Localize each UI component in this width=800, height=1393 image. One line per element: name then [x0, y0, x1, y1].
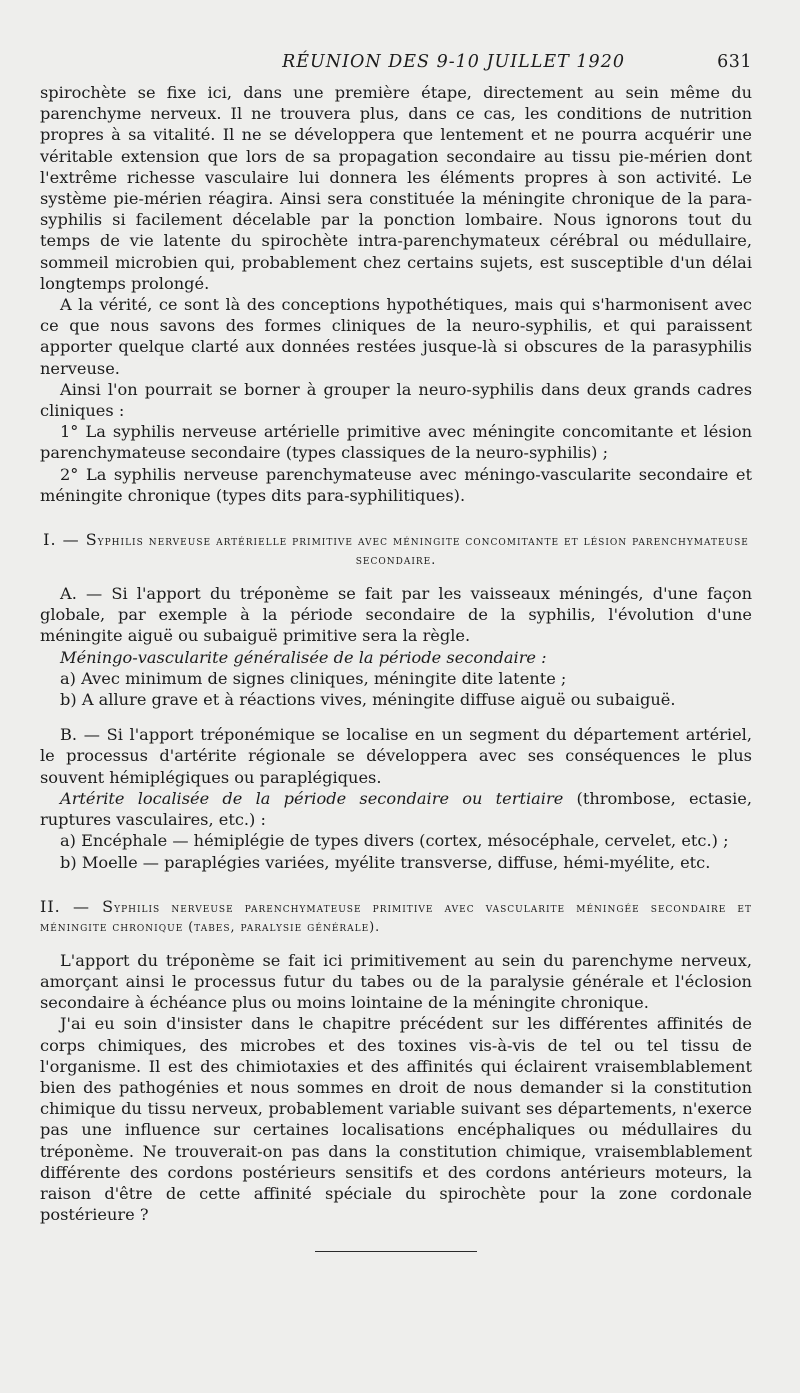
list-item-parenchymatous: 2° La syphilis nerveuse parenchymateuse avec méningo-vascularite secondaire et méningite chronique (types dits para-syphilitiques). — [40, 464, 752, 505]
running-header — [40, 52, 752, 82]
page — [40, 52, 752, 1252]
section-heading-1 — [40, 530, 752, 569]
subtitle-b-details: (thrombose, ectasie, ruptures vasculaires, etc.) : — [40, 788, 752, 830]
end-rule — [315, 1251, 477, 1252]
paragraph-section2-1: L'apport du tréponème se fait ici primitivement au sein du parenchyme nerveux, amorçant ainsi le processus futur du tabes ou de la paralysie générale et l'éclosion secondaire à échéance plus ou moins lointaine de la méningite chronique. — [40, 950, 752, 1013]
list-item-arterial: 1° La syphilis nerveuse artérielle primitive avec méningite concomitante et lésion parenchymateuse secondaire (types classiques de la neuro-syphilis) ; — [40, 422, 752, 463]
paragraph-a: A. — Si l'apport du tréponème se fait par les vaisseaux méningés, d'une façon globale, par exemple à la période secondaire de la syphilis, l'évolution d'une méningite aiguë ou subaiguë primitive sera la règle. — [40, 584, 752, 646]
page-number: 631 — [717, 52, 752, 72]
subtitle-a: Méningo-vascularite généralisée de la période secondaire : — [60, 647, 547, 667]
list-item-b-a: a) Encéphale — hémiplégie de types divers (cortex, mésocéphale, cervelet, etc.) ; — [60, 831, 729, 851]
list-item-b-b: b) Moelle — paraplégies variées, myélite transverse, diffuse, hémi-myélite, etc. — [60, 852, 711, 872]
section-heading-2 — [40, 897, 752, 936]
list-item-a-a: a) Avec minimum de signes cliniques, méningite dite latente ; — [60, 668, 567, 688]
paragraph-continuation: spirochète se fixe ici, dans une première étape, directement au sein même du parenchyme nerveux. Il ne trouvera plus, dans ce cas, les conditions de nutrition propres à sa vitalité. Il ne se développera que lentement et ne pourra acquérir une véritable extension que lors de sa propagation secondaire au tissu pie-mérien dont l'extrême richesse vasculaire lui donnera les éléments propres à son activité. Le système pie-mérien réagira. Ainsi sera constituée la méningite chronique de la para-syphilis si facilement décelable par la ponction lombaire. Nous ignorons tout du temps de vie latente du spirochète intra-parenchymateux cérébral ou médullaire, sommeil microbien qui, probablement chez certains sujets, est susceptible d'un délai longtemps prolongé. — [40, 83, 752, 293]
section-heading-2-lead: II. — S — [40, 896, 115, 916]
subtitle-b-main: Artérite localisée de la période secondaire ou tertiaire — [60, 788, 564, 808]
paragraph-b: B. — Si l'apport tréponémique se localise en un segment du département artériel, le processus d'artérite régionale se développera avec ses conséquences le plus souvent hémiplégiques ou paraplégiques. — [40, 725, 752, 787]
paragraph-hypothesis: A la vérité, ce sont là des conceptions hypothétiques, mais qui s'harmonisent avec ce que nous savons des formes cliniques de la neuro-syphilis, et qui paraissent apporter quelque clarté aux données restées jusque-là si obscures de la parasyphilis nerveuse. — [40, 295, 752, 378]
section-heading-1-lead: I. — S — [43, 530, 98, 550]
section-heading-2-text: yphilis nerveuse parenchymateuse primitive avec vascularite méningée secondaire et méningite chronique (tabes, paralysie générale). — [40, 899, 752, 934]
paragraph-section2-2: J'ai eu soin d'insister dans le chapitre précédent sur les différentes affinités de corps chimiques, des microbes et des toxines vis-à-vis de tel ou tel tissu de l'organisme. Il est des chimiotaxies et des affinités qui éclairent vraisemblablement bien des pathogénies et nous sommes en droit de nous demander si la constitution chimique du tissu nerveux, probablement variable suivant ses départements, n'exerce pas une influence sur certaines localisations encéphaliques ou médullaires du tréponème. Ne trouverait-on pas dans la constitution chimique, vraisemblablement différente des cordons postérieurs sensitifs et des cordons antérieurs moteurs, la raison d'être de cette affinité spéciale du spirochète pour la zone cordonale postérieure ? — [40, 1014, 752, 1225]
subtitle-b — [40, 788, 752, 830]
paragraph-grouping: Ainsi l'on pourrait se borner à grouper la neuro-syphilis dans deux grands cadres cliniques : — [40, 379, 752, 421]
section-heading-1-text: yphilis nerveuse artérielle primitive avec méningite concomitante et lésion parenchymateuse secondaire. — [97, 533, 749, 568]
list-item-a-b: b) A allure grave et à réactions vives, méningite diffuse aiguë ou subaiguë. — [60, 690, 676, 710]
running-title: RÉUNION DES 9-10 JUILLET 1920 — [282, 52, 625, 72]
